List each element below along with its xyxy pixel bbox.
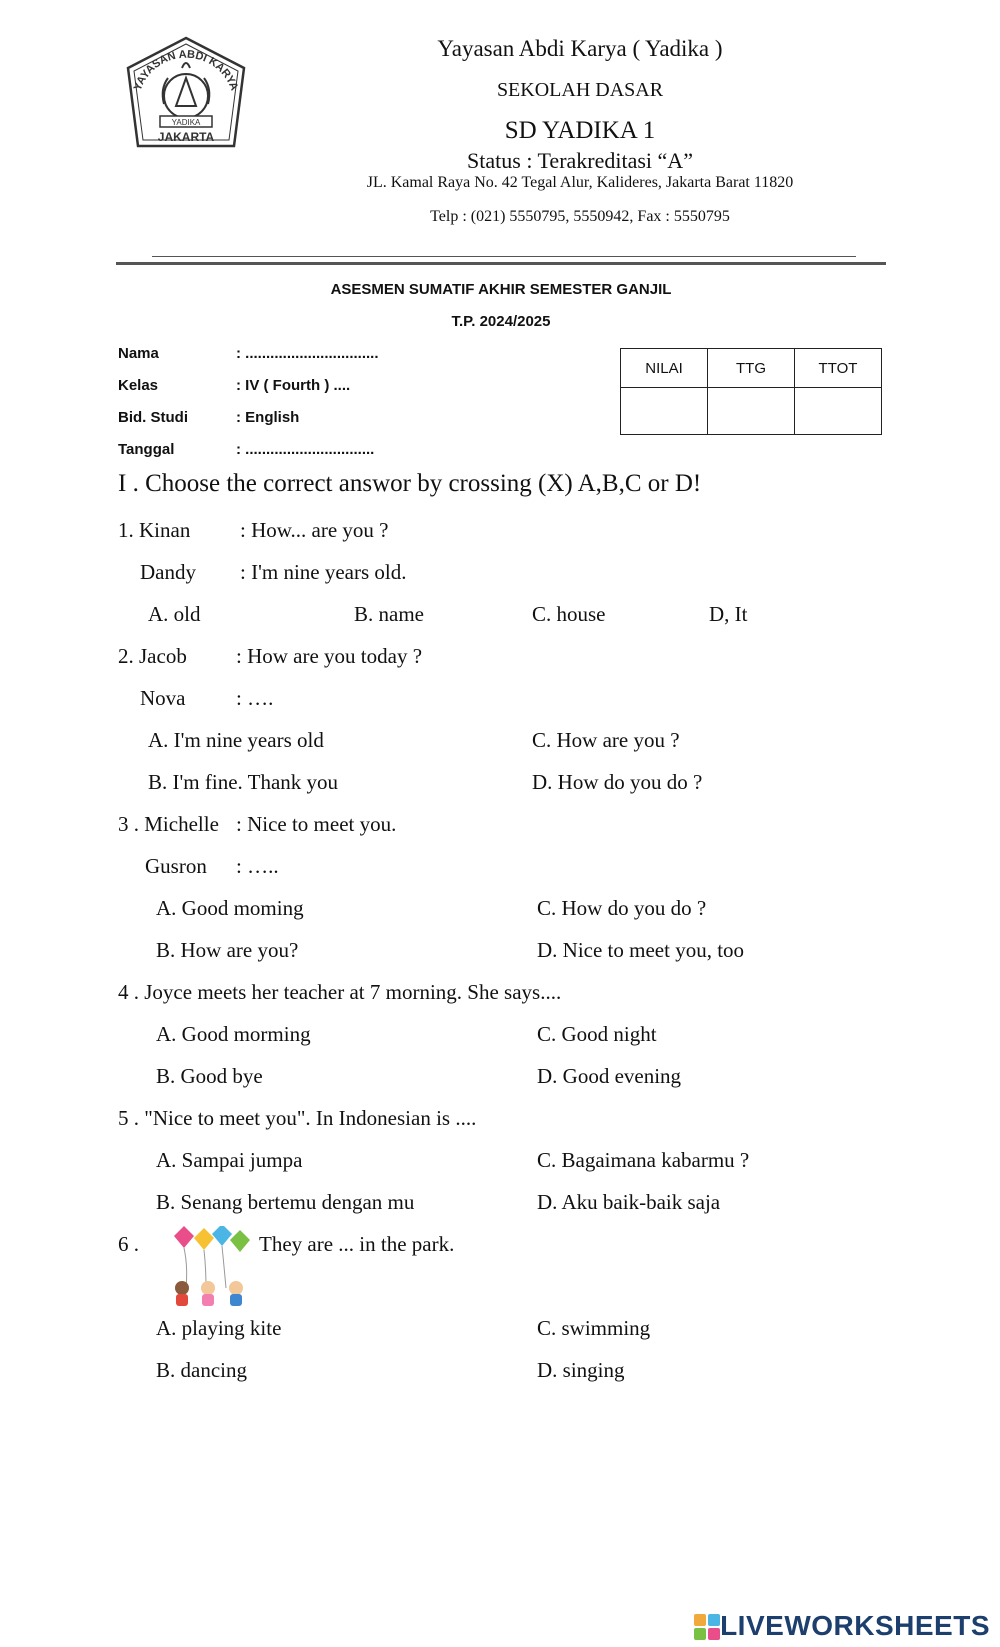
logo-bottom-text: JAKARTA — [157, 130, 215, 144]
q2-option-b[interactable]: B. I'm fine. Thank you — [148, 770, 339, 794]
name-label: Nama — [118, 345, 159, 362]
q1-option-b[interactable]: B. name — [354, 602, 424, 626]
logo-top-text: YAYASAN ABDI KARYA — [131, 48, 241, 93]
q4-option-a[interactable]: A. Good morming — [156, 1022, 311, 1046]
score-header-ttot: TTOT — [795, 349, 882, 388]
school-type: SEKOLAH DASAR — [496, 79, 664, 101]
q3-speaker-2: Gusron — [145, 854, 207, 878]
q5-option-c[interactable]: C. Bagaimana kabarmu ? — [537, 1148, 750, 1172]
accreditation-status: Status : Terakreditasi “A” — [467, 148, 693, 173]
header-divider-thin — [152, 256, 856, 257]
q5-stem: 5 . "Nice to meet you". In Indonesian is .... — [118, 1106, 477, 1130]
date-field[interactable]: : ............................... — [236, 441, 375, 458]
school-name: SD YADIKA 1 — [504, 117, 656, 144]
q1-option-a[interactable]: A. old — [148, 602, 201, 626]
q2-line-2: : …. — [236, 686, 274, 710]
score-cell-nilai — [621, 388, 708, 435]
subject-value: : English — [236, 409, 300, 426]
school-logo — [116, 34, 256, 160]
score-header-nilai: NILAI — [621, 349, 708, 388]
class-label: Kelas — [118, 377, 159, 394]
q5-option-b[interactable]: B. Senang bertemu dengan mu — [156, 1190, 415, 1214]
q3-line-1: : Nice to meet you. — [236, 812, 397, 836]
q1-option-d[interactable]: D, It — [709, 602, 748, 626]
q6-stem: They are ... in the park. — [259, 1232, 455, 1256]
score-table — [620, 348, 882, 435]
kids-flying-kites-image — [164, 1226, 254, 1308]
date-label: Tanggal — [118, 441, 175, 458]
q5-option-d[interactable]: D. Aku baik-baik saja — [537, 1190, 721, 1214]
q4-option-d[interactable]: D. Good evening — [537, 1064, 682, 1088]
section-instructions: I . Choose the correct answor by crossing (X) A,B,C or D! — [118, 470, 702, 497]
q3-option-d[interactable]: D. Nice to meet you, too — [537, 938, 745, 962]
q3-option-b[interactable]: B. How are you? — [156, 938, 299, 962]
exam-title: ASESMEN SUMATIF AKHIR SEMESTER GANJIL — [330, 281, 672, 298]
q3-line-2: : ….. — [236, 854, 279, 878]
q1-line-2: : I'm nine years old. — [240, 560, 407, 584]
score-cell-ttg — [708, 388, 795, 435]
liveworksheets-logo[interactable]: LIVEWORKSHEETS — [720, 1610, 990, 1641]
q6-number: 6 . — [118, 1232, 139, 1256]
q6-option-b[interactable]: B. dancing — [156, 1358, 247, 1382]
class-value: : IV ( Fourth ) .... — [236, 377, 351, 394]
q1-line-1: : How... are you ? — [240, 518, 389, 542]
school-phone: Telp : (021) 5550795, 5550942, Fax : 5550795 — [430, 208, 730, 225]
q1-speaker-2: Dandy — [140, 560, 196, 584]
q4-option-c[interactable]: C. Good night — [537, 1022, 657, 1046]
header-divider-thick — [116, 262, 886, 265]
q1-speaker-1: 1. Kinan — [118, 518, 191, 542]
q2-speaker-1: 2. Jacob — [118, 644, 187, 668]
q1-option-c[interactable]: C. house — [532, 602, 606, 626]
q6-option-c[interactable]: C. swimming — [537, 1316, 651, 1340]
exam-year: T.P. 2024/2025 — [451, 313, 551, 330]
subject-label: Bid. Studi — [118, 409, 188, 426]
logo-ribbon-text: YADIKA — [171, 118, 201, 127]
name-field[interactable]: : ................................ — [236, 345, 379, 362]
q3-speaker-1: 3 . Michelle — [118, 812, 219, 836]
svg-text:YAYASAN ABDI KARYA — [132, 49, 241, 93]
q2-option-a[interactable]: A. I'm nine years old — [148, 728, 324, 752]
score-header-ttg: TTG — [708, 349, 795, 388]
foundation-name: Yayasan Abdi Karya ( Yadika ) — [437, 36, 723, 61]
q2-option-d[interactable]: D. How do you do ? — [532, 770, 703, 794]
score-cell-ttot — [795, 388, 882, 435]
q2-speaker-2: Nova — [140, 686, 186, 710]
q4-option-b[interactable]: B. Good bye — [156, 1064, 263, 1088]
q4-stem: 4 . Joyce meets her teacher at 7 morning. She says.... — [118, 980, 562, 1004]
q5-option-a[interactable]: A. Sampai jumpa — [156, 1148, 303, 1172]
q3-option-c[interactable]: C. How do you do ? — [537, 896, 707, 920]
q6-option-a[interactable]: A. playing kite — [156, 1316, 282, 1340]
school-address: JL. Kamal Raya No. 42 Tegal Alur, Kalideres, Jakarta Barat 11820 — [366, 174, 794, 191]
q2-option-c[interactable]: C. How are you ? — [532, 728, 680, 752]
q2-line-1: : How are you today ? — [236, 644, 423, 668]
q6-option-d[interactable]: D. singing — [537, 1358, 625, 1382]
liveworksheets-icon — [694, 1614, 722, 1642]
q3-option-a[interactable]: A. Good moming — [156, 896, 304, 920]
